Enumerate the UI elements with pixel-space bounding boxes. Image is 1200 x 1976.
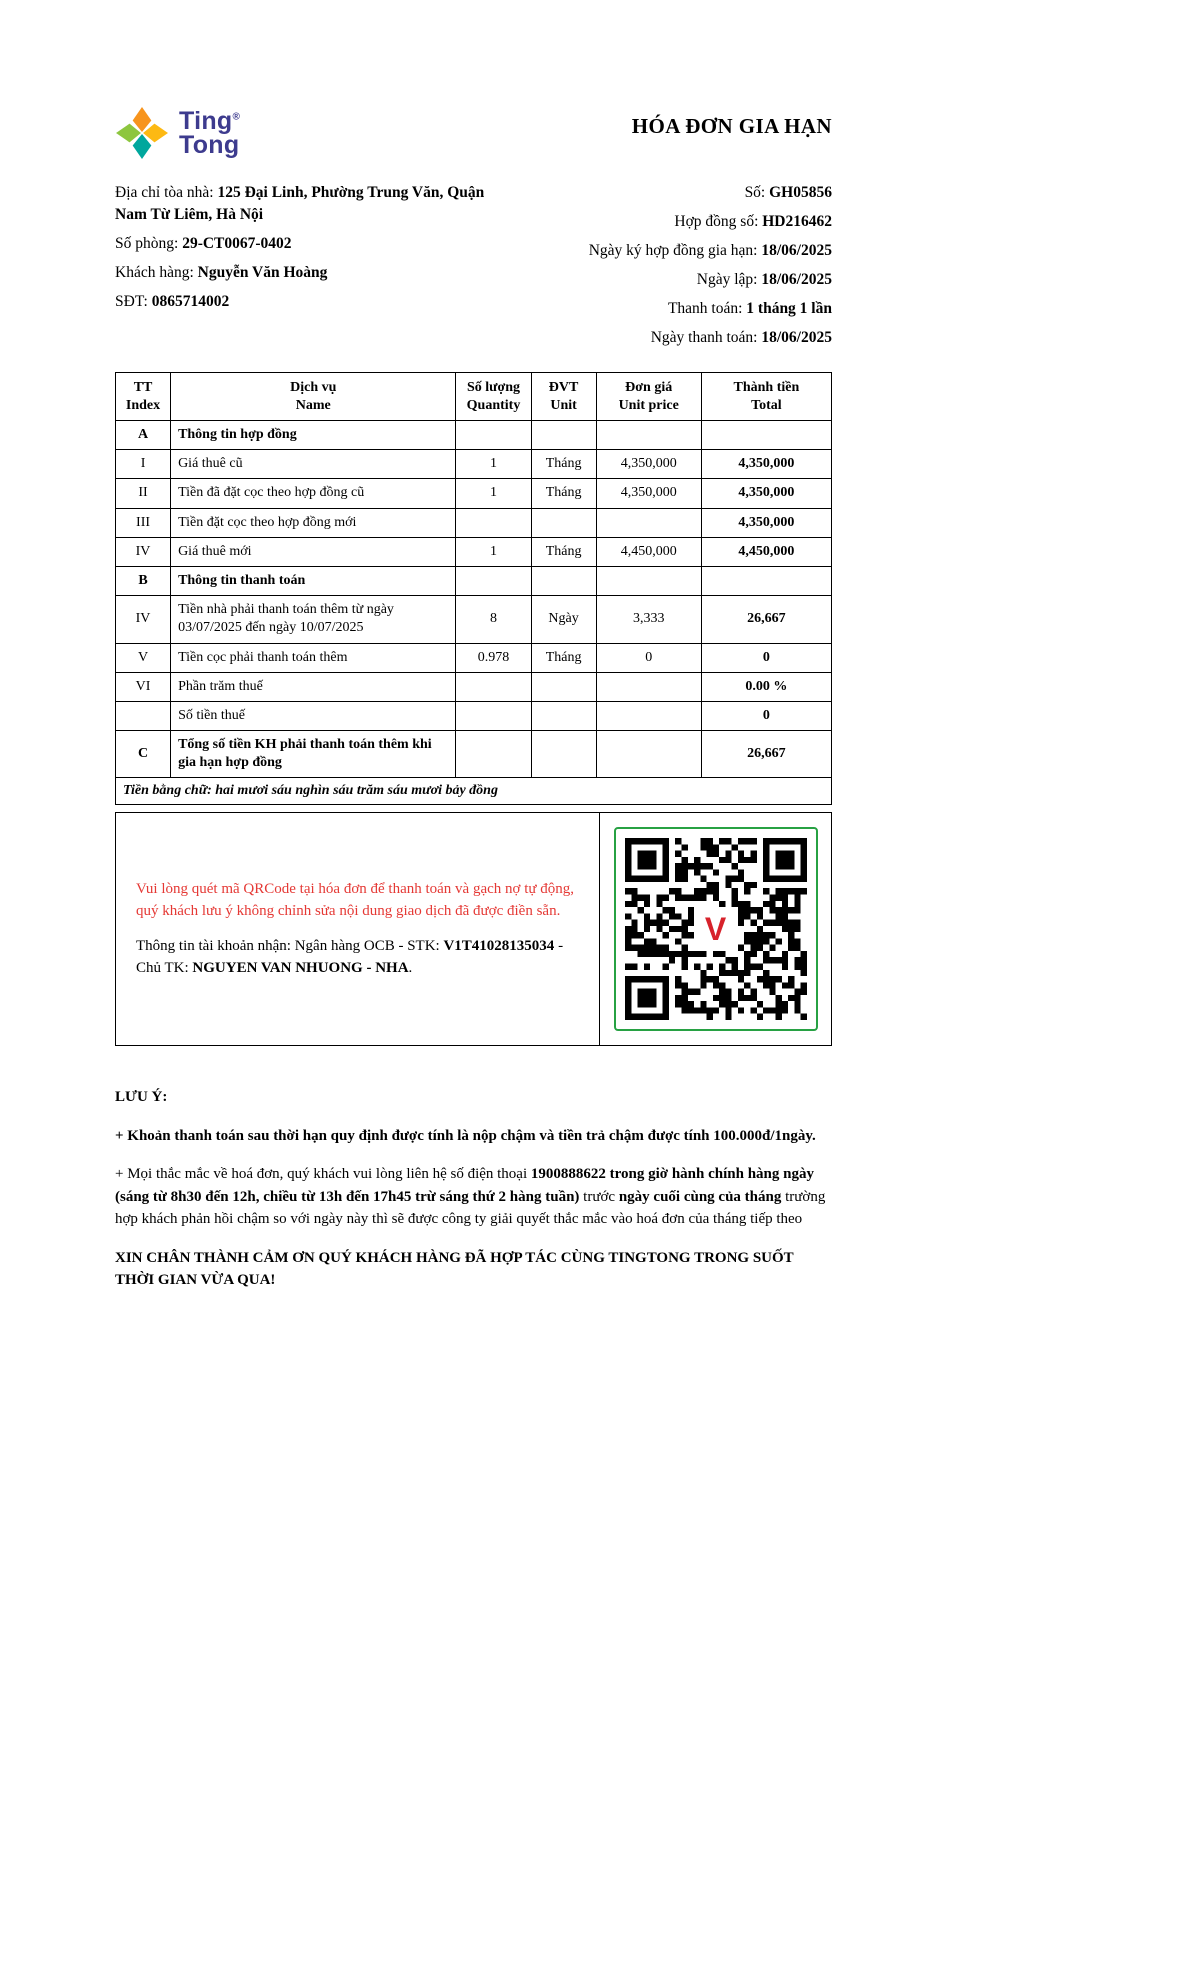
qr-cell [599,813,831,1045]
invoice-info [517,182,832,356]
registered-symbol: ® [232,111,241,123]
table-row [116,672,832,701]
cell-name: Tiền cọc phải thanh toán thêm [171,643,456,672]
cell-qty: 8 [456,596,531,643]
room-label: Số phòng: [115,235,183,252]
cell-unit: Tháng [531,643,596,672]
cell-total: 4,350,000 [701,479,831,508]
cell-name: Thông tin hợp đồng [171,421,456,450]
table-row [116,450,832,479]
col-header-index: TT Index [116,373,171,421]
cell-unit [531,566,596,595]
invoice-page [115,0,832,1292]
header [115,106,832,160]
cell-qty [456,508,531,537]
cell-price: 0 [596,643,701,672]
cell-name: Tiền nhà phải thanh toán thêm từ ngày 03/07/2025 đến ngày 10/07/2025 [171,596,456,643]
customer-info [115,182,517,356]
cell-price [596,566,701,595]
cell-qty [456,731,531,778]
cell-qty: 1 [456,479,531,508]
brand-line2: Tong [179,131,240,159]
invoice-table-header [116,373,832,421]
phone-value: 0865714002 [151,293,230,310]
payment-instructions [116,813,599,1045]
cell-total: 0.00 % [701,672,831,701]
brand-line1: Ting [179,106,233,135]
cell-unit [531,421,596,450]
cell-name: Giá thuê cũ [171,450,456,479]
cell-price: 4,350,000 [596,450,701,479]
cell-unit [531,701,596,730]
invoice-table [115,372,832,805]
cell-qty: 0.978 [456,643,531,672]
vietqr-v-icon: V [704,911,727,948]
cell-price [596,701,701,730]
cell-price: 3,333 [596,596,701,643]
col-header-unit: ĐVT Unit [531,373,596,421]
cell-price [596,672,701,701]
room-number-line [115,233,517,255]
cell-unit [531,672,596,701]
table-row [116,508,832,537]
cell-total: 0 [701,643,831,672]
cell-unit: Tháng [531,450,596,479]
cell-index: A [116,421,171,450]
cell-name: Giá thuê mới [171,537,456,566]
table-row [116,643,832,672]
phone-label: SĐT: [115,293,152,310]
account-holder: NGUYEN VAN NHUONG - NHA [192,960,409,977]
col-header-quantity: Số lượng Quantity [456,373,531,421]
cell-name: Tổng số tiền KH phải thanh toán thêm khi gia hạn hợp đồng [171,731,456,778]
cell-unit: Tháng [531,479,596,508]
cell-index: IV [116,537,171,566]
cell-name: Tiền đặt cọc theo hợp đồng mới [171,508,456,537]
cell-qty [456,701,531,730]
thanks-message: XIN CHÂN THÀNH CẢM ƠN QUÝ KHÁCH HÀNG ĐÃ HỢP TÁC CÙNG TINGTONG TRONG SUỐT THỜI GIAN VỪA QUA! [115,1249,794,1289]
hotline-number: 1900888622 trong giờ hành chính hàng ngày (sáng từ 8h30 đến 12h, chiều từ 13h đến 17h45 trừ sáng thứ 2 hàng tuần) [115,1166,814,1205]
cell-name: Phần trăm thuế [171,672,456,701]
cell-price [596,731,701,778]
page-title: HÓA ĐƠN GIA HẠN [631,114,832,138]
col-header-total: Thành tiền Total [701,373,831,421]
brand-wordmark [179,106,241,159]
cell-unit [531,508,596,537]
cell-total: 4,350,000 [701,508,831,537]
address-value: 125 Đại Linh, Phường Trung Văn, Quận Nam Từ Liêm, Hà Nội [115,184,485,223]
cell-index: II [116,479,171,508]
payment-box [115,812,832,1046]
qr-payment-note: Vui lòng quét mã QRCode tại hóa đơn để thanh toán và gạch nợ tự động, quý khách lưu ý không chỉnh sửa nội dung giao dịch đã được điền sẵn. [136,880,575,919]
cell-price [596,508,701,537]
cell-index: III [116,508,171,537]
invoice-number-line: Số: GH05856 [744,184,832,201]
cell-qty: 1 [456,537,531,566]
invoice-table-body [116,421,832,778]
cell-total: 26,667 [701,596,831,643]
cell-index: V [116,643,171,672]
notes-section [115,1086,832,1292]
cell-total: 26,667 [701,731,831,778]
amount-in-words: Tiền bằng chữ: hai mươi sáu nghìn sáu trăm sáu mươi bảy đồng [116,778,832,805]
renewal-sign-date-line: Ngày ký hợp đồng gia hạn: 18/06/2025 [588,242,832,259]
cell-price [596,421,701,450]
cell-total [701,566,831,595]
cell-qty [456,566,531,595]
notes-heading: LƯU Ý: [115,1089,168,1106]
table-row [116,421,832,450]
table-row [116,566,832,595]
cell-unit [531,731,596,778]
brand-logo [115,106,240,160]
contract-number-line: Hợp đồng số: HD216462 [674,213,832,230]
cell-index: C [116,731,171,778]
cell-index: VI [116,672,171,701]
cell-unit: Ngày [531,596,596,643]
qr-center-logo [694,907,738,951]
table-row [116,596,832,643]
col-header-name: Dịch vụ Name [171,373,456,421]
table-row [116,731,832,778]
qr-frame [614,827,818,1031]
table-row [116,479,832,508]
cell-price: 4,350,000 [596,479,701,508]
table-row [116,701,832,730]
building-address-line [115,182,517,226]
customer-label: Khách hàng: [115,264,198,281]
cell-qty [456,672,531,701]
room-value: 29-CT0067-0402 [182,235,292,252]
cell-index: I [116,450,171,479]
phone-line [115,291,517,313]
table-row [116,537,832,566]
cell-name: Thông tin thanh toán [171,566,456,595]
account-info: Thông tin tài khoản nhận: Ngân hàng OCB - STK: V1T41028135034 - Chủ TK: NGUYEN VAN NHUONG - NHA. [136,938,564,977]
cell-qty: 1 [456,450,531,479]
cell-name: Số tiền thuế [171,701,456,730]
info-section [115,182,832,356]
cell-price: 4,450,000 [596,537,701,566]
cell-unit: Tháng [531,537,596,566]
customer-name-line [115,262,517,284]
cell-qty [456,421,531,450]
cell-total: 4,350,000 [701,450,831,479]
late-payment-note: + Khoản thanh toán sau thời hạn quy định được tính là nộp chậm và tiền trả chậm được tính 100.000đ/1ngày. [115,1127,816,1144]
amount-in-words-row [116,778,832,805]
col-header-unit-price: Đơn giá Unit price [596,373,701,421]
account-number: V1T41028135034 [443,938,555,955]
cell-total: 4,450,000 [701,537,831,566]
qr-code [625,1007,807,1024]
cell-index: IV [116,596,171,643]
customer-value: Nguyễn Văn Hoàng [197,264,328,281]
issue-date-line: Ngày lập: 18/06/2025 [696,271,832,288]
address-label: Địa chỉ tòa nhà: [115,184,218,201]
contact-note: + Mọi thắc mắc về hoá đơn, quý khách vui lòng liên hệ số điện thoại 1900888622 trong giờ hành chính hàng ngày (sáng từ 8h30 đến 12h, chiều từ 13h đến 17h45 trừ sáng thứ 2 hàng tuần) trước ngày cuối cùng của tháng trường hợp khách phản hồi chậm so với ngày này thì sẽ được công ty giải quyết thắc mắc vào hoá đơn của tháng tiếp theo [115,1166,826,1228]
cell-total: 0 [701,701,831,730]
tingtong-pinwheel-icon [115,106,169,160]
cell-name: Tiền đã đặt cọc theo hợp đồng cũ [171,479,456,508]
payment-date-line: Ngày thanh toán: 18/06/2025 [650,329,832,346]
payment-cycle-line: Thanh toán: 1 tháng 1 lần [667,300,832,317]
cell-total [701,421,831,450]
cell-index [116,701,171,730]
cell-index: B [116,566,171,595]
